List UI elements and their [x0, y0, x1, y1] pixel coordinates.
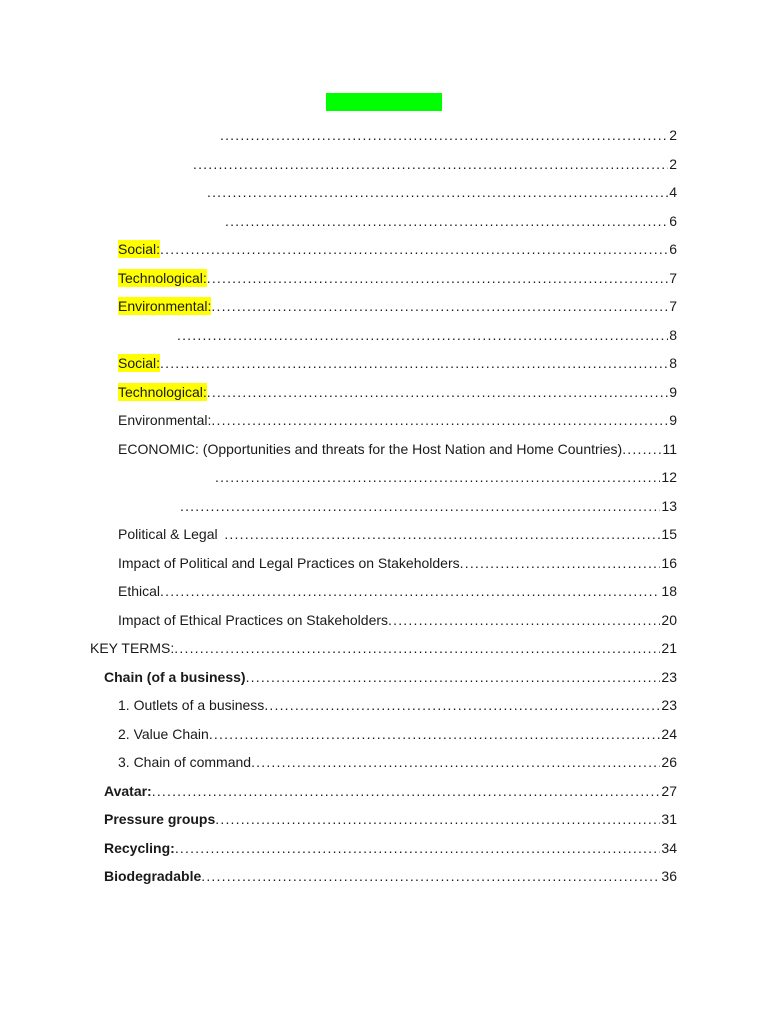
toc-page-number: 6 — [669, 213, 677, 229]
toc-dot-leader — [220, 126, 668, 144]
toc-dot-leader — [152, 782, 661, 800]
toc-dot-leader — [251, 753, 660, 771]
toc-dot-leader — [174, 639, 660, 657]
toc-entry-label: Impact of Ethical Practices on Stakeholders — [118, 612, 389, 628]
toc-dot-leader — [211, 411, 668, 429]
toc-entry[interactable] — [118, 694, 677, 714]
toc-entry[interactable] — [118, 381, 677, 401]
toc-entry-label: KEY TERMS: — [90, 640, 175, 656]
toc-page-number: 27 — [661, 783, 677, 799]
toc-entry-label: 1. Outlets of a business — [118, 697, 265, 713]
toc-entry[interactable] — [118, 723, 677, 743]
toc-entry-label: Ethical — [118, 583, 161, 599]
toc-page-number: 8 — [669, 327, 677, 343]
toc-dot-leader — [177, 326, 668, 344]
toc-entry[interactable] — [193, 153, 677, 173]
toc-page-number: 16 — [661, 555, 677, 571]
toc-entry-label: 3. Chain of command — [118, 754, 252, 770]
toc-dot-leader — [193, 155, 668, 173]
toc-entry[interactable] — [225, 210, 677, 230]
toc-page-number: 4 — [669, 184, 677, 200]
toc-dot-leader — [160, 240, 668, 258]
toc-entry[interactable] — [104, 808, 677, 828]
toc-entry-label: Political & Legal — [118, 526, 218, 542]
toc-dot-leader — [201, 867, 660, 885]
toc-dot-leader — [180, 497, 660, 515]
toc-entry[interactable] — [90, 637, 677, 657]
toc-dot-leader — [264, 696, 660, 714]
toc-dot-leader — [225, 212, 668, 230]
toc-page-number: 9 — [669, 384, 677, 400]
toc-entry-label: Chain (of a business) — [104, 669, 246, 685]
toc-dot-leader — [211, 297, 668, 315]
toc-entry[interactable] — [104, 865, 677, 885]
toc-page-number: 7 — [669, 298, 677, 314]
toc-entry[interactable] — [104, 780, 677, 800]
toc-entry-label: 2. Value Chain — [118, 726, 209, 742]
toc-page-number: 2 — [669, 127, 677, 143]
toc-dot-leader — [388, 611, 660, 629]
toc-entry[interactable] — [118, 352, 677, 372]
toc-page-number: 26 — [661, 754, 677, 770]
toc-dot-leader — [215, 468, 660, 486]
toc-page-number: 21 — [661, 640, 677, 656]
toc-dot-leader — [207, 269, 668, 287]
toc-page-number: 36 — [661, 868, 677, 884]
toc-dot-leader — [209, 725, 661, 743]
toc-entry-label: Technological: — [118, 384, 207, 400]
toc-entry-label: Pressure groups — [104, 811, 216, 827]
toc-entry[interactable] — [207, 181, 677, 201]
toc-dot-leader — [460, 554, 661, 572]
toc-page-number: 13 — [661, 498, 677, 514]
toc-entry[interactable] — [220, 124, 677, 144]
toc-entry[interactable] — [118, 267, 677, 287]
toc-entry[interactable] — [118, 609, 677, 629]
toc-page-number: 23 — [661, 697, 677, 713]
toc-page-number: 20 — [661, 612, 677, 628]
toc-dot-leader — [224, 525, 660, 543]
toc-entry-label: Environmental: — [118, 412, 212, 428]
toc-entry[interactable] — [104, 666, 677, 686]
toc-dot-leader — [246, 668, 661, 686]
toc-dot-leader — [207, 183, 668, 201]
toc-entry-label: Environmental: — [118, 298, 212, 314]
toc-entry-label: Social: — [118, 355, 161, 371]
toc-entry[interactable] — [118, 751, 677, 771]
toc-dot-leader — [622, 440, 661, 458]
toc-page-number: 11 — [662, 441, 677, 457]
toc-page-number: 7 — [669, 270, 677, 286]
toc-entry[interactable] — [118, 438, 677, 458]
toc-entry[interactable] — [118, 552, 677, 572]
toc-entry[interactable] — [118, 580, 677, 600]
toc-entry[interactable] — [177, 324, 677, 344]
toc-entry[interactable] — [118, 409, 677, 429]
toc-dot-leader — [160, 582, 660, 600]
toc-page-number: 8 — [669, 355, 677, 371]
toc-entry[interactable] — [118, 295, 677, 315]
toc-entry[interactable] — [180, 495, 677, 515]
toc-entry[interactable] — [118, 523, 677, 543]
toc-page-number: 6 — [669, 241, 677, 257]
toc-entry[interactable] — [215, 466, 677, 486]
toc-page-number: 12 — [661, 469, 677, 485]
toc-page-number: 2 — [669, 156, 677, 172]
toc-entry[interactable] — [118, 238, 677, 258]
toc-entry-label: ECONOMIC: (Opportunities and threats for the Host Nation and Home Countries) — [118, 441, 623, 457]
toc-entry-label: Recycling: — [104, 840, 175, 856]
toc-entry[interactable] — [104, 837, 677, 857]
toc-entry-label: Impact of Political and Legal Practices on Stakeholders — [118, 555, 460, 571]
toc-page-number: 34 — [661, 840, 677, 856]
toc-dot-leader — [207, 383, 668, 401]
toc-page-number: 31 — [661, 811, 677, 827]
toc-dot-leader — [175, 839, 661, 857]
toc-page-number: 15 — [661, 526, 677, 542]
toc-dot-leader — [160, 354, 668, 372]
toc-entry-label: Avatar: — [104, 783, 152, 799]
toc-entry-label: Technological: — [118, 270, 207, 286]
toc-page-number: 18 — [661, 583, 677, 599]
toc-page-number: 9 — [669, 412, 677, 428]
toc-dot-leader — [215, 810, 660, 828]
toc-entry-label: Biodegradable — [104, 868, 202, 884]
toc-page-number: 24 — [661, 726, 677, 742]
toc-page-number: 23 — [661, 669, 677, 685]
toc-entry-label: Social: — [118, 241, 161, 257]
